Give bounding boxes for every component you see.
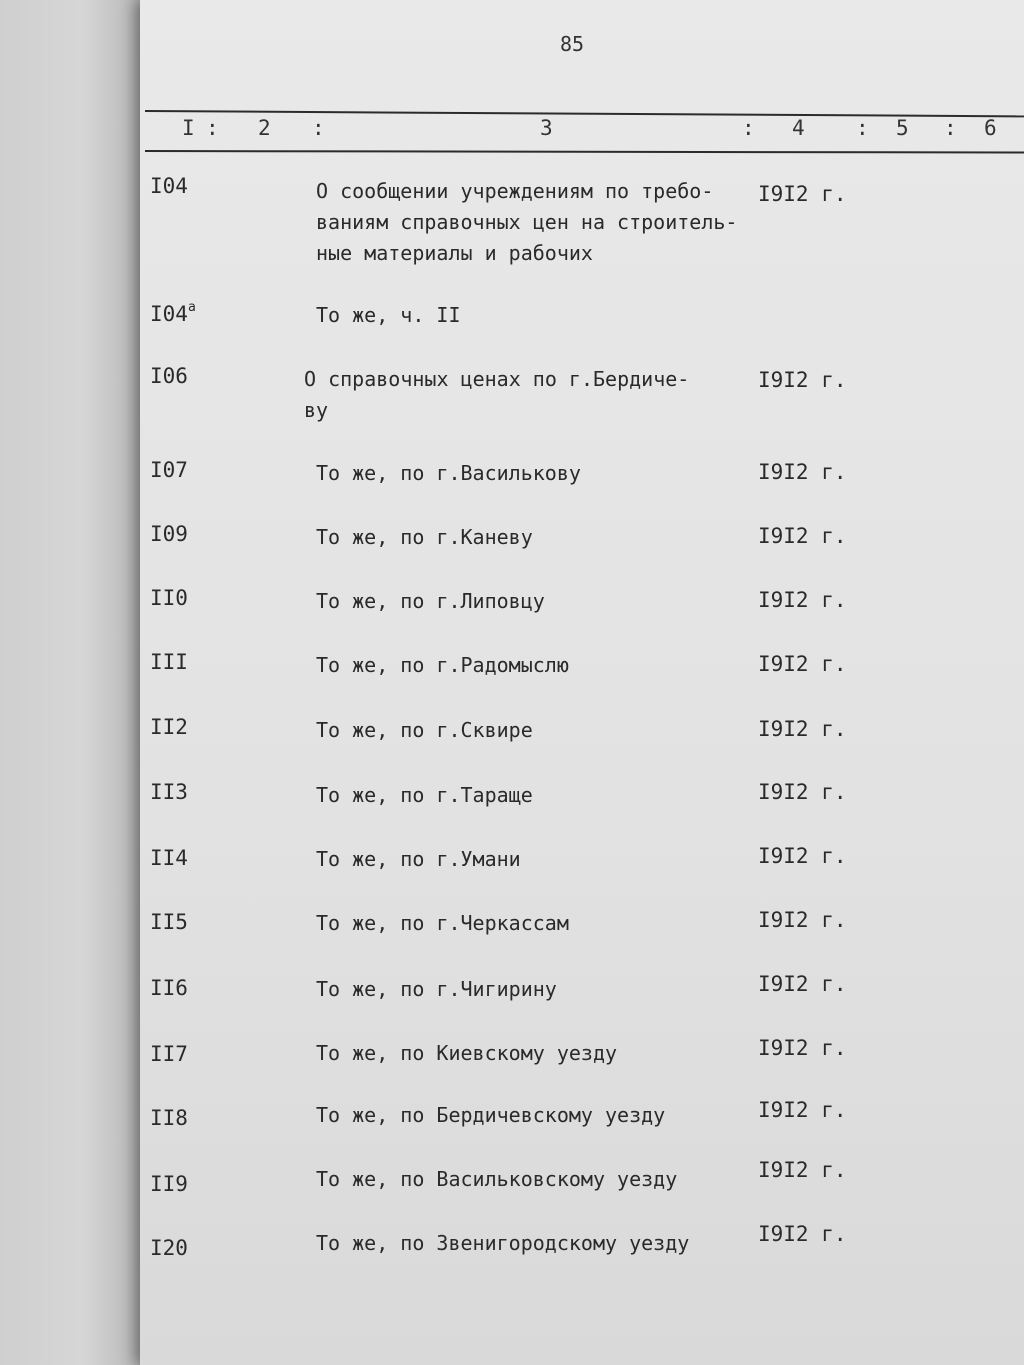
column-separator: : — [742, 116, 755, 140]
case-title: То же, по г.Умани — [316, 847, 521, 871]
case-number: II8 — [150, 1106, 188, 1130]
case-number: II2 — [150, 715, 188, 739]
case-date: I9I2 г. — [758, 368, 847, 392]
case-date: I9I2 г. — [758, 717, 847, 741]
case-number-text: I04 — [150, 302, 188, 326]
column-header-1: I — [182, 116, 195, 140]
case-date: I9I2 г. — [758, 1098, 847, 1122]
case-title: То же, по г.Радомыслю — [316, 653, 569, 677]
case-date: I9I2 г. — [758, 1158, 847, 1182]
case-number: II4 — [150, 846, 188, 870]
case-title: О справочных ценах по г.Бердиче- ву — [304, 367, 690, 422]
column-header-3: 3 — [540, 116, 553, 140]
column-separator: : — [206, 116, 219, 140]
case-number: II9 — [150, 1172, 188, 1196]
case-date: I9I2 г. — [758, 908, 847, 932]
page-number: 85 — [560, 32, 585, 56]
case-title: То же, по г.Каневу — [316, 525, 533, 549]
case-date: I9I2 г. — [758, 1222, 847, 1246]
case-number: II5 — [150, 910, 188, 934]
column-separator: : — [856, 116, 869, 140]
case-number-suffix: а — [187, 300, 196, 315]
case-number: I07 — [150, 458, 188, 482]
case-number: III — [150, 650, 188, 674]
case-date: I9I2 г. — [758, 844, 847, 868]
column-separator: : — [944, 116, 957, 140]
case-title: То же, по Звенигородскому уезду — [316, 1231, 690, 1255]
case-title: О сообщении учреждениям по требо- ваниям справочных цен на строитель- ные материалы и рабочих — [316, 179, 738, 265]
case-date: I9I2 г. — [758, 780, 847, 804]
case-title: То же, по г.Тараще — [316, 783, 533, 807]
case-date: I9I2 г. — [758, 652, 847, 676]
case-title: То же, ч. II — [316, 303, 461, 327]
case-number — [150, 300, 196, 326]
case-date: I9I2 г. — [758, 588, 847, 612]
column-header-6: 6 — [984, 116, 997, 140]
case-date: I9I2 г. — [758, 524, 847, 548]
column-header-5: 5 — [896, 116, 909, 140]
case-title: То же, по г.Сквире — [316, 718, 533, 742]
case-number: II3 — [150, 780, 188, 804]
case-title: То же, по Киевскому уезду — [316, 1041, 618, 1065]
column-header-4: 4 — [792, 116, 805, 140]
case-number: II0 — [150, 586, 188, 610]
case-number: II7 — [150, 1042, 188, 1066]
previous-page-edge — [0, 0, 150, 1365]
case-number: I04 — [150, 174, 188, 198]
case-date: I9I2 г. — [758, 972, 847, 996]
case-number: I06 — [150, 364, 188, 388]
case-number: II6 — [150, 976, 188, 1000]
case-number: I20 — [150, 1236, 188, 1260]
case-date: I9I2 г. — [758, 460, 847, 484]
case-title: То же, по Бердичевскому уезду — [316, 1103, 666, 1127]
case-title: То же, по г.Липовцу — [316, 589, 545, 613]
column-header-2: 2 — [258, 116, 271, 140]
case-title: То же, по г.Чигирину — [316, 977, 557, 1001]
column-separator: : — [312, 116, 325, 140]
case-date: I9I2 г. — [758, 1036, 847, 1060]
case-title: То же, по г.Черкассам — [316, 911, 569, 935]
case-date: I9I2 г. — [758, 182, 847, 206]
case-number: I09 — [150, 522, 188, 546]
case-title: То же, по г.Василькову — [316, 461, 581, 485]
case-title: То же, по Васильковскому уезду — [316, 1167, 678, 1191]
